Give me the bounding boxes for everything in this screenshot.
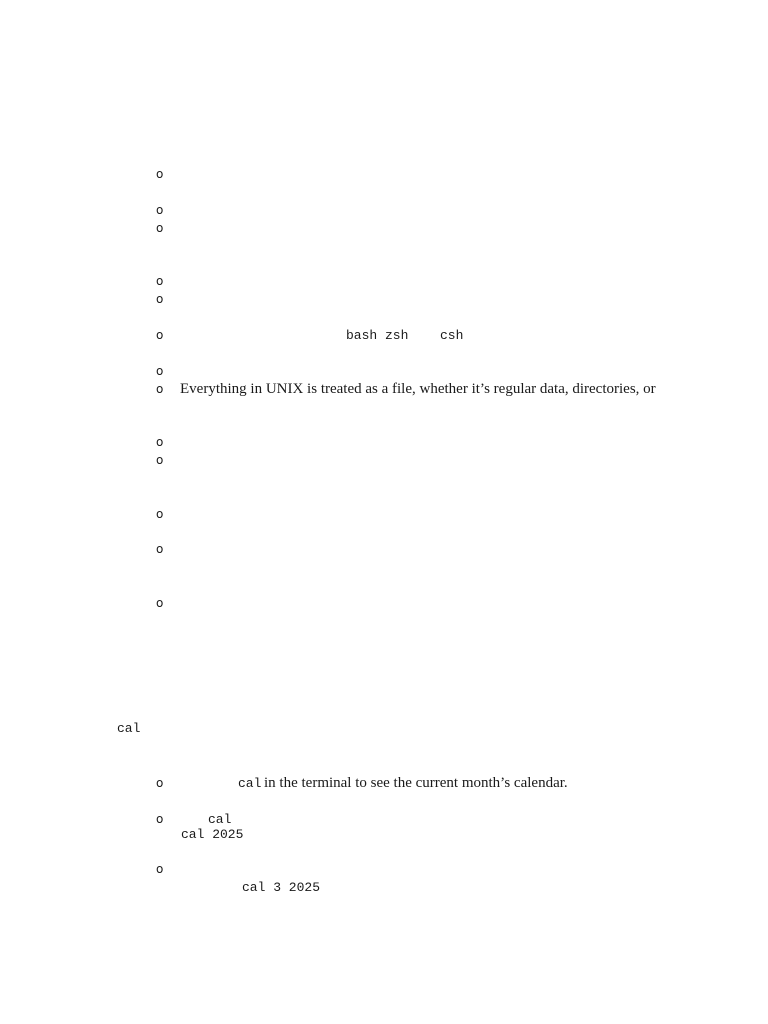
cal-command-inline: cal [238,776,262,791]
list-bullet: o [156,453,164,467]
cal-month-year-example: cal 3 2025 [242,880,321,895]
list-bullet: o [156,292,164,306]
shell-name-bash: bash [346,328,378,343]
shell-name-zsh: zsh [385,328,409,343]
list-bullet: o [156,542,164,556]
shell-name-csh: csh [440,328,464,343]
cal-command-inline: cal [208,812,232,827]
list-bullet: o [156,221,164,235]
list-bullet: o [156,596,164,610]
list-bullet: o [156,167,164,181]
list-bullet: o [156,274,164,288]
list-bullet: o [156,776,164,790]
file-concept-text: Everything in UNIX is treated as a file, whether it’s regular data, directories, or [180,381,656,397]
list-bullet: o [156,203,164,217]
list-bullet: o [156,364,164,378]
list-bullet: o [156,862,164,876]
cal-description-text: in the terminal to see the current month’s calendar. [264,775,568,791]
cal-year-example: cal 2025 [181,827,244,842]
cal-heading-command: cal [117,721,141,736]
list-bullet: o [156,382,164,396]
list-bullet: o [156,812,164,826]
list-bullet: o [156,435,164,449]
list-bullet: o [156,507,164,521]
list-bullet: o [156,328,164,342]
